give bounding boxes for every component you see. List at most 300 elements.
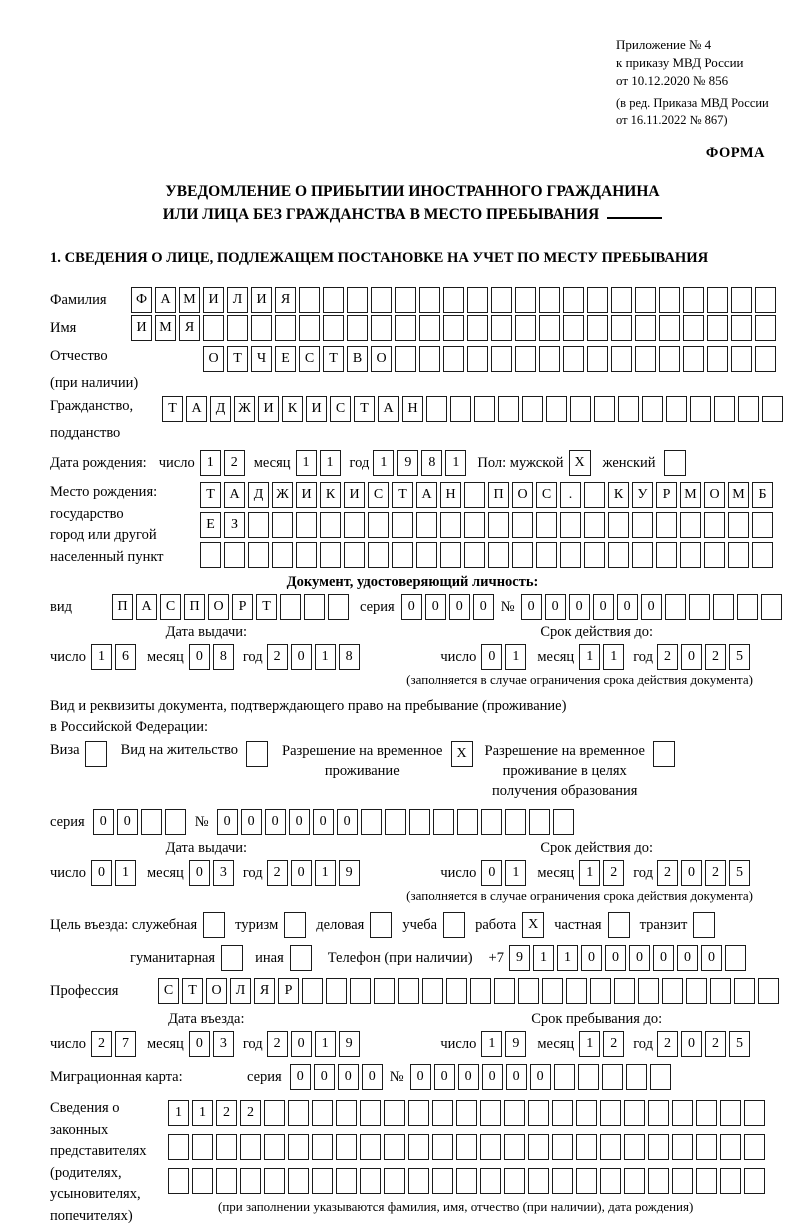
char-cell[interactable]: [408, 1100, 429, 1126]
char-cell[interactable]: [312, 1134, 333, 1160]
char-cell[interactable]: [288, 1100, 309, 1126]
char-cell[interactable]: Я: [254, 978, 275, 1004]
char-cell[interactable]: [624, 1100, 645, 1126]
char-cell[interactable]: [734, 978, 755, 1004]
char-cell[interactable]: А: [155, 287, 176, 313]
char-cell[interactable]: [614, 978, 635, 1004]
char-cell[interactable]: 1: [320, 450, 341, 476]
char-cell[interactable]: С: [536, 482, 557, 508]
char-cell[interactable]: 2: [705, 1031, 726, 1057]
char-cell[interactable]: [584, 512, 605, 538]
char-cell[interactable]: [368, 542, 389, 568]
char-cell[interactable]: [512, 542, 533, 568]
char-cell[interactable]: 5: [729, 644, 750, 670]
char-cell[interactable]: 1: [115, 860, 136, 886]
char-cell[interactable]: [624, 1134, 645, 1160]
char-cell[interactable]: [240, 1134, 261, 1160]
char-cell[interactable]: [504, 1168, 525, 1194]
char-cell[interactable]: [426, 396, 447, 422]
char-cell[interactable]: [368, 512, 389, 538]
humanitarian-checkbox[interactable]: [221, 945, 243, 971]
char-cell[interactable]: 0: [189, 860, 210, 886]
char-cell[interactable]: [384, 1100, 405, 1126]
char-cell[interactable]: И: [203, 287, 224, 313]
char-cell[interactable]: [539, 346, 560, 372]
char-cell[interactable]: [686, 978, 707, 1004]
char-cell[interactable]: [566, 978, 587, 1004]
char-cell[interactable]: 1: [296, 450, 317, 476]
char-cell[interactable]: Т: [182, 978, 203, 1004]
char-cell[interactable]: [440, 512, 461, 538]
char-cell[interactable]: [371, 287, 392, 313]
char-cell[interactable]: [563, 315, 584, 341]
char-cell[interactable]: [456, 1134, 477, 1160]
char-cell[interactable]: [422, 978, 443, 1004]
char-cell[interactable]: [515, 315, 536, 341]
char-cell[interactable]: [707, 287, 728, 313]
char-cell[interactable]: 2: [224, 450, 245, 476]
char-cell[interactable]: 8: [339, 644, 360, 670]
char-cell[interactable]: [200, 542, 221, 568]
char-cell[interactable]: П: [488, 482, 509, 508]
official-checkbox[interactable]: [203, 912, 225, 938]
char-cell[interactable]: 1: [200, 450, 221, 476]
char-cell[interactable]: [464, 512, 485, 538]
char-cell[interactable]: А: [186, 396, 207, 422]
char-cell[interactable]: Н: [402, 396, 423, 422]
char-cell[interactable]: [659, 287, 680, 313]
char-cell[interactable]: [280, 594, 301, 620]
char-cell[interactable]: [587, 346, 608, 372]
char-cell[interactable]: [659, 315, 680, 341]
char-cell[interactable]: 0: [410, 1064, 431, 1090]
char-cell[interactable]: [419, 346, 440, 372]
char-cell[interactable]: [602, 1064, 623, 1090]
char-cell[interactable]: .: [560, 482, 581, 508]
char-cell[interactable]: [323, 315, 344, 341]
char-cell[interactable]: [251, 315, 272, 341]
char-cell[interactable]: 2: [705, 644, 726, 670]
char-cell[interactable]: [608, 542, 629, 568]
char-cell[interactable]: 0: [117, 809, 138, 835]
char-cell[interactable]: В: [347, 346, 368, 372]
char-cell[interactable]: [360, 1100, 381, 1126]
char-cell[interactable]: Л: [230, 978, 251, 1004]
char-cell[interactable]: [570, 396, 591, 422]
char-cell[interactable]: 0: [425, 594, 446, 620]
char-cell[interactable]: П: [112, 594, 133, 620]
char-cell[interactable]: [714, 396, 735, 422]
study-checkbox[interactable]: [443, 912, 465, 938]
char-cell[interactable]: [737, 594, 758, 620]
char-cell[interactable]: 1: [445, 450, 466, 476]
char-cell[interactable]: И: [344, 482, 365, 508]
char-cell[interactable]: Т: [392, 482, 413, 508]
char-cell[interactable]: 0: [530, 1064, 551, 1090]
char-cell[interactable]: 0: [458, 1064, 479, 1090]
char-cell[interactable]: [755, 287, 776, 313]
char-cell[interactable]: [481, 809, 502, 835]
char-cell[interactable]: Т: [256, 594, 277, 620]
char-cell[interactable]: 3: [213, 860, 234, 886]
char-cell[interactable]: М: [680, 482, 701, 508]
char-cell[interactable]: [542, 978, 563, 1004]
char-cell[interactable]: [536, 512, 557, 538]
char-cell[interactable]: [299, 315, 320, 341]
char-cell[interactable]: [323, 287, 344, 313]
char-cell[interactable]: 1: [315, 644, 336, 670]
char-cell[interactable]: [552, 1134, 573, 1160]
char-cell[interactable]: [464, 542, 485, 568]
char-cell[interactable]: Ж: [272, 482, 293, 508]
char-cell[interactable]: [632, 542, 653, 568]
char-cell[interactable]: [707, 315, 728, 341]
char-cell[interactable]: [696, 1168, 717, 1194]
char-cell[interactable]: 0: [313, 809, 334, 835]
char-cell[interactable]: У: [632, 482, 653, 508]
char-cell[interactable]: 2: [267, 1031, 288, 1057]
char-cell[interactable]: 2: [657, 1031, 678, 1057]
char-cell[interactable]: [528, 1134, 549, 1160]
char-cell[interactable]: [704, 512, 725, 538]
char-cell[interactable]: [320, 542, 341, 568]
char-cell[interactable]: [672, 1134, 693, 1160]
char-cell[interactable]: 1: [373, 450, 394, 476]
char-cell[interactable]: [648, 1134, 669, 1160]
char-cell[interactable]: [443, 315, 464, 341]
char-cell[interactable]: [326, 978, 347, 1004]
char-cell[interactable]: 0: [481, 860, 502, 886]
char-cell[interactable]: [744, 1134, 765, 1160]
char-cell[interactable]: [632, 512, 653, 538]
char-cell[interactable]: [752, 542, 773, 568]
char-cell[interactable]: О: [208, 594, 229, 620]
char-cell[interactable]: 1: [557, 945, 578, 971]
char-cell[interactable]: 0: [337, 809, 358, 835]
char-cell[interactable]: [666, 396, 687, 422]
char-cell[interactable]: [720, 1134, 741, 1160]
char-cell[interactable]: 0: [289, 809, 310, 835]
char-cell[interactable]: И: [131, 315, 152, 341]
char-cell[interactable]: [504, 1134, 525, 1160]
char-cell[interactable]: [683, 346, 704, 372]
char-cell[interactable]: [618, 396, 639, 422]
char-cell[interactable]: [515, 287, 536, 313]
char-cell[interactable]: 0: [617, 594, 638, 620]
char-cell[interactable]: 1: [168, 1100, 189, 1126]
char-cell[interactable]: 1: [603, 644, 624, 670]
char-cell[interactable]: Я: [275, 287, 296, 313]
char-cell[interactable]: [662, 978, 683, 1004]
char-cell[interactable]: 5: [729, 860, 750, 886]
char-cell[interactable]: [446, 978, 467, 1004]
char-cell[interactable]: [498, 396, 519, 422]
char-cell[interactable]: [611, 346, 632, 372]
char-cell[interactable]: [443, 346, 464, 372]
char-cell[interactable]: [491, 346, 512, 372]
char-cell[interactable]: [312, 1168, 333, 1194]
char-cell[interactable]: М: [728, 482, 749, 508]
char-cell[interactable]: [227, 315, 248, 341]
char-cell[interactable]: 0: [677, 945, 698, 971]
char-cell[interactable]: [624, 1168, 645, 1194]
char-cell[interactable]: [264, 1100, 285, 1126]
char-cell[interactable]: 2: [603, 860, 624, 886]
char-cell[interactable]: 0: [653, 945, 674, 971]
char-cell[interactable]: [504, 1100, 525, 1126]
char-cell[interactable]: [672, 1168, 693, 1194]
char-cell[interactable]: М: [155, 315, 176, 341]
char-cell[interactable]: [536, 542, 557, 568]
char-cell[interactable]: [384, 1168, 405, 1194]
char-cell[interactable]: И: [296, 482, 317, 508]
rvp-education-checkbox[interactable]: [653, 741, 675, 767]
char-cell[interactable]: [480, 1100, 501, 1126]
char-cell[interactable]: М: [179, 287, 200, 313]
char-cell[interactable]: [744, 1100, 765, 1126]
char-cell[interactable]: Е: [275, 346, 296, 372]
char-cell[interactable]: [467, 315, 488, 341]
char-cell[interactable]: [689, 594, 710, 620]
char-cell[interactable]: 1: [192, 1100, 213, 1126]
char-cell[interactable]: 0: [481, 644, 502, 670]
char-cell[interactable]: [656, 542, 677, 568]
char-cell[interactable]: [594, 396, 615, 422]
char-cell[interactable]: [409, 809, 430, 835]
char-cell[interactable]: [491, 315, 512, 341]
char-cell[interactable]: [168, 1134, 189, 1160]
char-cell[interactable]: [165, 809, 186, 835]
char-cell[interactable]: 2: [603, 1031, 624, 1057]
char-cell[interactable]: [611, 315, 632, 341]
char-cell[interactable]: [320, 512, 341, 538]
char-cell[interactable]: [488, 542, 509, 568]
char-cell[interactable]: [416, 512, 437, 538]
char-cell[interactable]: [528, 1100, 549, 1126]
char-cell[interactable]: [467, 346, 488, 372]
char-cell[interactable]: [539, 315, 560, 341]
char-cell[interactable]: [552, 1168, 573, 1194]
char-cell[interactable]: С: [158, 978, 179, 1004]
char-cell[interactable]: 7: [115, 1031, 136, 1057]
char-cell[interactable]: [374, 978, 395, 1004]
char-cell[interactable]: 0: [291, 1031, 312, 1057]
char-cell[interactable]: [488, 512, 509, 538]
char-cell[interactable]: И: [306, 396, 327, 422]
char-cell[interactable]: Н: [440, 482, 461, 508]
char-cell[interactable]: С: [330, 396, 351, 422]
char-cell[interactable]: [432, 1168, 453, 1194]
char-cell[interactable]: 0: [434, 1064, 455, 1090]
char-cell[interactable]: [578, 1064, 599, 1090]
char-cell[interactable]: Ч: [251, 346, 272, 372]
char-cell[interactable]: 0: [521, 594, 542, 620]
char-cell[interactable]: 2: [267, 644, 288, 670]
char-cell[interactable]: А: [416, 482, 437, 508]
char-cell[interactable]: [392, 542, 413, 568]
char-cell[interactable]: [608, 512, 629, 538]
char-cell[interactable]: 0: [605, 945, 626, 971]
char-cell[interactable]: [648, 1100, 669, 1126]
char-cell[interactable]: Ф: [131, 287, 152, 313]
char-cell[interactable]: [600, 1168, 621, 1194]
char-cell[interactable]: [480, 1134, 501, 1160]
char-cell[interactable]: [192, 1168, 213, 1194]
char-cell[interactable]: [680, 542, 701, 568]
char-cell[interactable]: 0: [338, 1064, 359, 1090]
char-cell[interactable]: [480, 1168, 501, 1194]
char-cell[interactable]: [336, 1168, 357, 1194]
char-cell[interactable]: [690, 396, 711, 422]
char-cell[interactable]: [576, 1134, 597, 1160]
char-cell[interactable]: [713, 594, 734, 620]
char-cell[interactable]: [600, 1100, 621, 1126]
char-cell[interactable]: 2: [657, 860, 678, 886]
char-cell[interactable]: [302, 978, 323, 1004]
char-cell[interactable]: [419, 287, 440, 313]
char-cell[interactable]: [755, 346, 776, 372]
char-cell[interactable]: 0: [241, 809, 262, 835]
char-cell[interactable]: О: [704, 482, 725, 508]
char-cell[interactable]: [494, 978, 515, 1004]
char-cell[interactable]: [248, 512, 269, 538]
char-cell[interactable]: Е: [200, 512, 221, 538]
business-checkbox[interactable]: [370, 912, 392, 938]
char-cell[interactable]: [360, 1134, 381, 1160]
char-cell[interactable]: [299, 287, 320, 313]
char-cell[interactable]: [216, 1134, 237, 1160]
char-cell[interactable]: 0: [581, 945, 602, 971]
char-cell[interactable]: Т: [323, 346, 344, 372]
char-cell[interactable]: [563, 346, 584, 372]
char-cell[interactable]: 0: [545, 594, 566, 620]
char-cell[interactable]: [275, 315, 296, 341]
char-cell[interactable]: [419, 315, 440, 341]
char-cell[interactable]: 1: [505, 860, 526, 886]
char-cell[interactable]: 0: [314, 1064, 335, 1090]
char-cell[interactable]: [626, 1064, 647, 1090]
transit-checkbox[interactable]: [693, 912, 715, 938]
char-cell[interactable]: [522, 396, 543, 422]
char-cell[interactable]: 1: [505, 644, 526, 670]
char-cell[interactable]: [761, 594, 782, 620]
char-cell[interactable]: [408, 1134, 429, 1160]
char-cell[interactable]: [350, 978, 371, 1004]
char-cell[interactable]: [384, 1134, 405, 1160]
char-cell[interactable]: [344, 542, 365, 568]
char-cell[interactable]: [491, 287, 512, 313]
char-cell[interactable]: [584, 542, 605, 568]
char-cell[interactable]: [470, 978, 491, 1004]
char-cell[interactable]: 0: [569, 594, 590, 620]
char-cell[interactable]: 0: [217, 809, 238, 835]
char-cell[interactable]: [385, 809, 406, 835]
char-cell[interactable]: [264, 1168, 285, 1194]
char-cell[interactable]: 2: [657, 644, 678, 670]
char-cell[interactable]: 0: [629, 945, 650, 971]
char-cell[interactable]: [464, 482, 485, 508]
char-cell[interactable]: [680, 512, 701, 538]
char-cell[interactable]: [553, 809, 574, 835]
char-cell[interactable]: [296, 542, 317, 568]
char-cell[interactable]: [336, 1100, 357, 1126]
char-cell[interactable]: Т: [200, 482, 221, 508]
char-cell[interactable]: [755, 315, 776, 341]
char-cell[interactable]: А: [224, 482, 245, 508]
tourism-checkbox[interactable]: [284, 912, 306, 938]
char-cell[interactable]: [312, 1100, 333, 1126]
char-cell[interactable]: 0: [701, 945, 722, 971]
char-cell[interactable]: 2: [216, 1100, 237, 1126]
char-cell[interactable]: И: [258, 396, 279, 422]
char-cell[interactable]: [371, 315, 392, 341]
char-cell[interactable]: 0: [290, 1064, 311, 1090]
char-cell[interactable]: 1: [579, 1031, 600, 1057]
char-cell[interactable]: 8: [213, 644, 234, 670]
char-cell[interactable]: [707, 346, 728, 372]
char-cell[interactable]: [264, 1134, 285, 1160]
char-cell[interactable]: [725, 945, 746, 971]
char-cell[interactable]: [731, 315, 752, 341]
other-purpose-checkbox[interactable]: [290, 945, 312, 971]
char-cell[interactable]: 0: [473, 594, 494, 620]
char-cell[interactable]: Т: [162, 396, 183, 422]
char-cell[interactable]: [720, 1168, 741, 1194]
char-cell[interactable]: Я: [179, 315, 200, 341]
char-cell[interactable]: [361, 809, 382, 835]
char-cell[interactable]: [665, 594, 686, 620]
char-cell[interactable]: 9: [509, 945, 530, 971]
char-cell[interactable]: 0: [641, 594, 662, 620]
char-cell[interactable]: 0: [449, 594, 470, 620]
char-cell[interactable]: [587, 315, 608, 341]
char-cell[interactable]: [288, 1134, 309, 1160]
char-cell[interactable]: [529, 809, 550, 835]
rvp-checkbox[interactable]: X: [451, 741, 473, 767]
char-cell[interactable]: О: [371, 346, 392, 372]
char-cell[interactable]: [408, 1168, 429, 1194]
char-cell[interactable]: Л: [227, 287, 248, 313]
char-cell[interactable]: И: [251, 287, 272, 313]
visa-checkbox[interactable]: [85, 741, 107, 767]
char-cell[interactable]: [395, 287, 416, 313]
char-cell[interactable]: [590, 978, 611, 1004]
char-cell[interactable]: [728, 542, 749, 568]
char-cell[interactable]: [216, 1168, 237, 1194]
char-cell[interactable]: [443, 287, 464, 313]
char-cell[interactable]: [683, 315, 704, 341]
char-cell[interactable]: 0: [189, 1031, 210, 1057]
char-cell[interactable]: [584, 482, 605, 508]
char-cell[interactable]: О: [512, 482, 533, 508]
char-cell[interactable]: О: [206, 978, 227, 1004]
char-cell[interactable]: [758, 978, 779, 1004]
char-cell[interactable]: 0: [593, 594, 614, 620]
char-cell[interactable]: 1: [481, 1031, 502, 1057]
char-cell[interactable]: К: [282, 396, 303, 422]
char-cell[interactable]: [611, 287, 632, 313]
char-cell[interactable]: К: [320, 482, 341, 508]
char-cell[interactable]: Р: [278, 978, 299, 1004]
char-cell[interactable]: [296, 512, 317, 538]
char-cell[interactable]: Д: [248, 482, 269, 508]
char-cell[interactable]: [720, 1100, 741, 1126]
char-cell[interactable]: 0: [506, 1064, 527, 1090]
char-cell[interactable]: А: [378, 396, 399, 422]
char-cell[interactable]: А: [136, 594, 157, 620]
char-cell[interactable]: [642, 396, 663, 422]
char-cell[interactable]: 1: [579, 860, 600, 886]
